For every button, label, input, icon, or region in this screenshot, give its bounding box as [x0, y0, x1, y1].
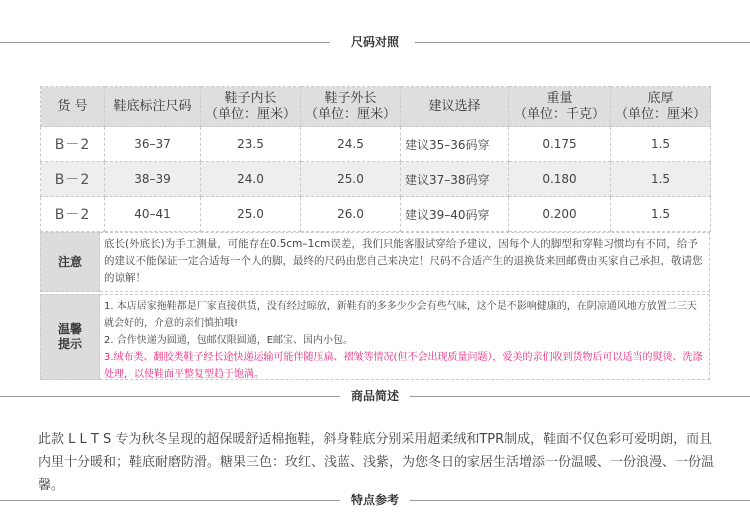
product-description: 此款 L L T S 专为秋冬呈现的超保暖舒适棉拖鞋，斜身鞋底分别采用超柔绒和TPR制成，鞋面不仅色彩可爱明朗，而且内里十分暖和；鞋底耐磨防滑。糖果三色：玫红、浅蓝、浅紫，为您冬日的家居生活增添一份温暖、一份浪漫、一份温馨。 — [38, 432, 715, 493]
header-inner-length: 鞋子内长 （单位：厘米） — [201, 87, 301, 127]
inner-length-cell: 25.0 — [201, 197, 301, 232]
suggestion-cell: 建议39–40码穿 — [401, 197, 509, 232]
divider — [410, 500, 750, 501]
outer-length-cell: 24.5 — [301, 127, 401, 162]
tips-text — [100, 294, 710, 380]
item-no-cell: B－2 — [41, 162, 105, 197]
tip-item: 2. 合作快递为圆通，包邮仅限圆通，E邮宝、国内小包。 — [104, 335, 354, 346]
suggestion-cell: 建议35–36码穿 — [401, 127, 509, 162]
table-header-row — [41, 87, 711, 127]
thickness-cell: 1.5 — [611, 162, 711, 197]
notice-box — [40, 232, 710, 292]
table-row — [41, 162, 711, 197]
weight-cell: 0.175 — [509, 127, 611, 162]
tip-item-warning: 3.绒布类、翻胶类鞋子经长途快递运输可能伴随压扁、褶皱等情况(但不会出现质量问题），爱美的亲们收到货物后可以适当的熨烫、洗涤处理，以使鞋面平整复型趋于饱满。 — [104, 352, 703, 380]
table-row — [41, 197, 711, 232]
header-outer-length: 鞋子外长 （单位：厘米） — [301, 87, 401, 127]
product-intro-heading — [0, 386, 750, 406]
divider — [415, 42, 750, 43]
tip-item: 1. 本店居家拖鞋都是厂家直接供货，没有经过晾放，新鞋有的多多少少会有些气味，这个是不影响健康的，在阴凉通风地方放置二三天就会好的，介意的亲们慎拍哦! — [104, 301, 697, 329]
suggestion-cell: 建议37–38码穿 — [401, 162, 509, 197]
divider — [410, 396, 750, 397]
tips-label: 温馨 提示 — [40, 294, 100, 380]
header-sole-thickness: 底厚 （单位：厘米） — [611, 87, 711, 127]
thickness-cell: 1.5 — [611, 197, 711, 232]
header-sole-size: 鞋底标注尺码 — [105, 87, 201, 127]
weight-cell: 0.180 — [509, 162, 611, 197]
table-row — [41, 127, 711, 162]
section-title: 商品简述 — [350, 389, 399, 403]
size-chart-heading — [0, 32, 750, 52]
size-table — [40, 86, 710, 232]
weight-cell: 0.200 — [509, 197, 611, 232]
notice-label: 注意 — [40, 232, 100, 292]
outer-length-cell: 25.0 — [301, 162, 401, 197]
header-item-no: 货 号 — [41, 87, 105, 127]
header-weight: 重量 （单位：千克） — [509, 87, 611, 127]
notice-text: 底长(外底长)为手工测量，可能存在0.5cm–1cm误差，我们只能客服试穿给予建议，因每个人的脚型和穿鞋习惯均有不同，给予的建议不能保证一定合适每一个人的脚，最终的尺码由您自己来决定！尺码不合适产生的退换货来回邮费由买家自己承担，敬请您的谅解！ — [100, 232, 710, 292]
features-heading — [0, 490, 750, 510]
sole-size-cell: 38–39 — [105, 162, 201, 197]
header-suggestion: 建议选择 — [401, 87, 509, 127]
sole-size-cell: 40–41 — [105, 197, 201, 232]
section-title: 特点参考 — [350, 493, 399, 507]
item-no-cell: B－2 — [41, 127, 105, 162]
inner-length-cell: 24.0 — [201, 162, 301, 197]
sole-size-cell: 36–37 — [105, 127, 201, 162]
section-title: 尺码对照 — [350, 35, 399, 49]
outer-length-cell: 26.0 — [301, 197, 401, 232]
item-no-cell: B－2 — [41, 197, 105, 232]
inner-length-cell: 23.5 — [201, 127, 301, 162]
thickness-cell: 1.5 — [611, 127, 711, 162]
tips-box — [40, 294, 710, 380]
